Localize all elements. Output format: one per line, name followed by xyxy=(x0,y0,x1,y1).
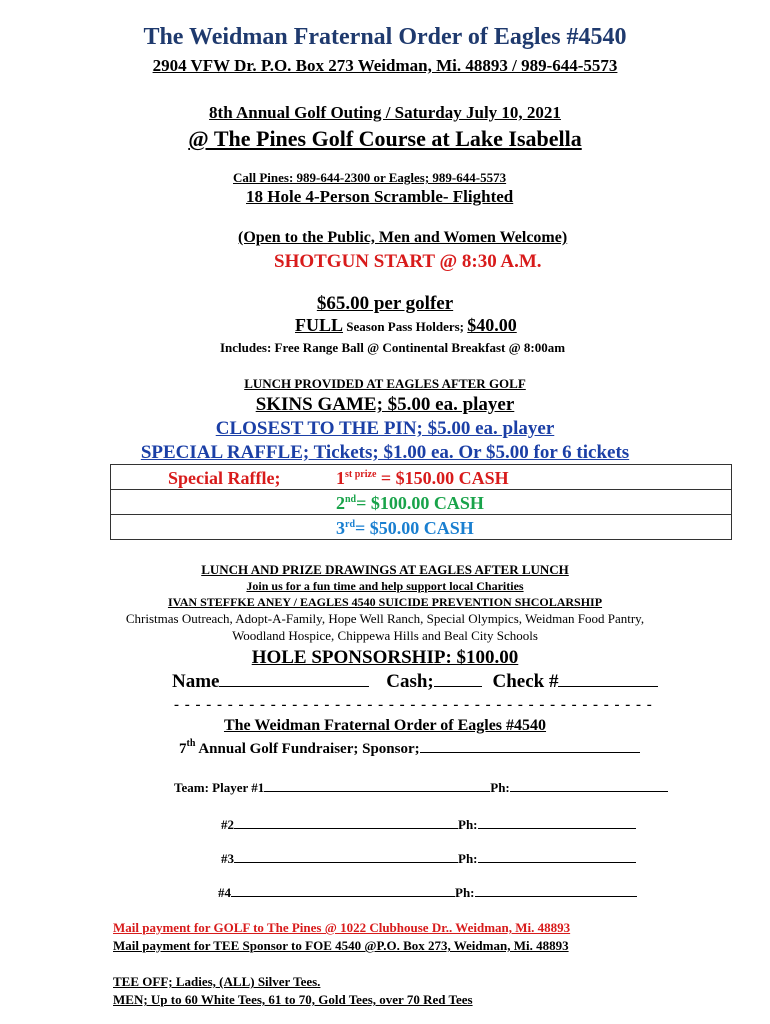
venue: @ The Pines Golf Course at Lake Isabella xyxy=(188,126,582,151)
hole-sponsorship: HOLE SPONSORSHIP: $100.00 xyxy=(251,647,519,668)
raffle-label: Special Raffle; xyxy=(168,468,281,488)
ph-label: Ph: xyxy=(490,780,510,795)
prize-row-second xyxy=(111,490,731,515)
player-4-phone[interactable] xyxy=(475,884,637,897)
mail-golf-payment: Mail payment for GOLF to The Pines @ 1022 Clubhouse Dr.. Weidman, Mi. 48893 xyxy=(113,920,571,935)
outing-date: 8th Annual Golf Outing / Saturday July 10, 2021 xyxy=(209,103,561,122)
player-4-label: #4 xyxy=(218,885,231,900)
prize-row-first xyxy=(111,465,731,490)
call-info: Call Pines: 989-644-2300 or Eagles; 989-644-5573 xyxy=(233,170,507,185)
includes: Includes: Free Range Ball @ Continental Breakfast @ 8:00am xyxy=(220,340,566,355)
cash-field[interactable] xyxy=(434,672,482,687)
player-4-line xyxy=(218,884,637,901)
charities-intro: Join us for a fun time and help support local Charities xyxy=(246,579,524,593)
open-to-public: (Open to the Public, Men and Women Welcome) xyxy=(238,229,568,246)
format: 18 Hole 4-Person Scramble- Flighted xyxy=(246,187,514,206)
name-label: Name xyxy=(172,671,220,692)
second-prize: 2nd= $100.00 CASH xyxy=(336,493,484,513)
first-prize: $1^{st prize}$ = $150.00 CASH xyxy=(336,468,509,488)
full-word: FULL xyxy=(295,315,344,335)
player-3-phone[interactable] xyxy=(478,850,636,863)
tee-off-men: MEN; Up to 60 White Tees, 61 to 70, Gold Tees, over 70 Red Tees xyxy=(113,992,473,1007)
org-title: The Weidman Fraternal Order of Eagles #4540 xyxy=(143,24,627,50)
charities-list-2: Woodland Hospice, Chippewa Hills and Beal City Schools xyxy=(232,628,538,643)
special-raffle: SPECIAL RAFFLE; Tickets; $1.00 ea. Or $5.00 for 6 tickets xyxy=(140,442,630,463)
prize-row-third xyxy=(111,515,731,540)
third-prize: 3rd= $50.00 CASH xyxy=(336,518,474,538)
org-address: 2904 VFW Dr. P.O. Box 273 Weidman, Mi. 48893 / 989-644-5573 xyxy=(152,56,618,75)
fundraiser-line: 7th Annual Golf Fundraiser; Sponsor; xyxy=(179,738,640,758)
skins-game: SKINS GAME; $5.00 ea. player xyxy=(255,394,515,415)
name-field[interactable] xyxy=(219,672,369,687)
season-price: $40.00 xyxy=(467,315,517,335)
drawings-line: LUNCH AND PRIZE DRAWINGS AT EAGLES AFTER LUNCH xyxy=(201,562,569,577)
ph-label: Ph: xyxy=(458,817,478,832)
closest-to-pin: CLOSEST TO THE PIN; $5.00 ea. player xyxy=(215,418,555,439)
sponsor-payment-line xyxy=(172,671,658,693)
check-field[interactable] xyxy=(558,672,658,687)
mail-tee-payment: Mail payment for TEE Sponsor to FOE 4540 @P.O. Box 273, Weidman, Mi. 48893 xyxy=(113,938,569,953)
player-1-line xyxy=(174,779,668,796)
team-player-1-label: Team: Player #1 xyxy=(174,780,265,795)
player-4-field[interactable] xyxy=(231,884,455,897)
tee-off-ladies: TEE OFF; Ladies, (ALL) Silver Tees. xyxy=(113,974,321,989)
raffle-prize-table xyxy=(110,464,732,540)
player-2-line xyxy=(221,816,636,833)
player-2-phone[interactable] xyxy=(478,816,636,829)
form-org-title: The Weidman Fraternal Order of Eagles #4540 xyxy=(223,717,547,734)
season-pass-text: Season Pass Holders; xyxy=(343,319,468,334)
lunch-provided: LUNCH PROVIDED AT EAGLES AFTER GOLF xyxy=(244,376,526,391)
ph-label: Ph: xyxy=(458,851,478,866)
ph-label: Ph: xyxy=(455,885,475,900)
season-pass-line xyxy=(295,315,517,336)
shotgun-start: SHOTGUN START @ 8:30 A.M. xyxy=(274,251,542,272)
charities-list-1: Christmas Outreach, Adopt-A-Family, Hope Well Ranch, Special Olympics, Weidman Food Pantry, xyxy=(125,611,645,626)
player-1-phone[interactable] xyxy=(510,779,668,792)
player-3-label: #3 xyxy=(221,851,234,866)
player-1-field[interactable] xyxy=(264,779,490,792)
scholarship: IVAN STEFFKE ANEY / EAGLES 4540 SUICIDE PREVENTION SHCOLARSHIP xyxy=(167,595,603,609)
player-3-line xyxy=(221,850,636,867)
check-label: Check # xyxy=(492,671,559,692)
player-2-field[interactable] xyxy=(234,816,458,829)
cash-label: Cash; xyxy=(386,671,434,692)
player-2-label: #2 xyxy=(221,817,234,832)
player-3-field[interactable] xyxy=(234,850,458,863)
sponsor-field[interactable] xyxy=(420,738,640,753)
cut-line: - - - - - - - - - - - - - - - - - - - - - - - - - - - - - - - - - - - - - - - - - - - - - xyxy=(174,697,653,713)
price-per-golfer: $65.00 per golfer xyxy=(316,293,454,314)
